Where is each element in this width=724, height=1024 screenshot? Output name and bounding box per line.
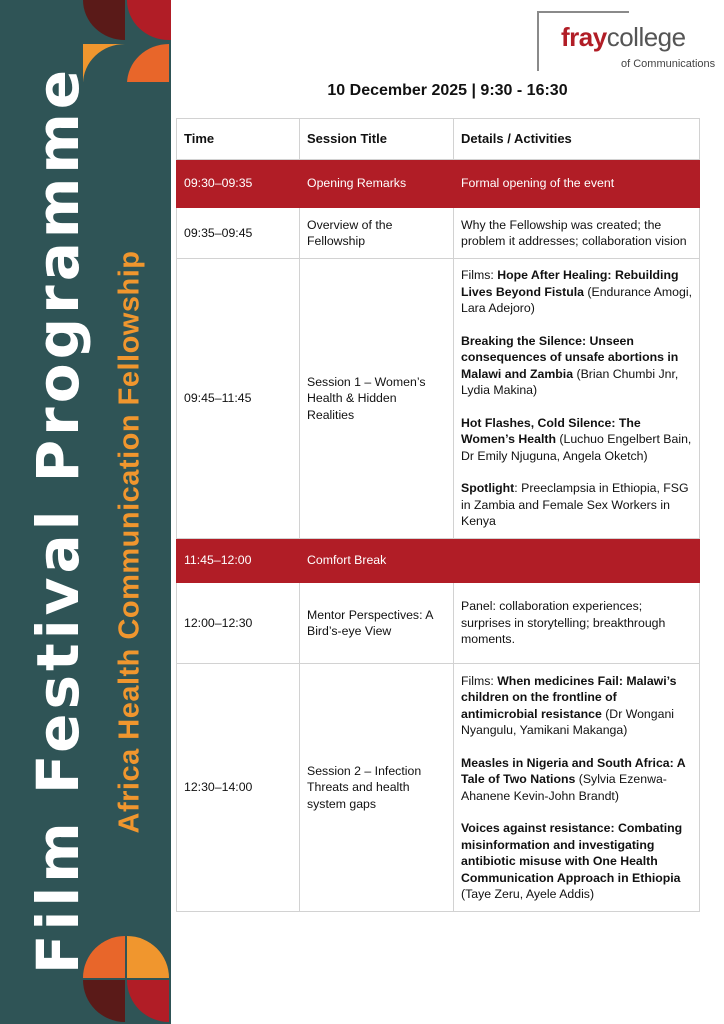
table-row <box>177 539 700 583</box>
film-entry: Breaking the Silence: Unseen consequences of unsafe abortions in Malawi and Zambia (Brian Chumbi Jnr, Lydia Makina) <box>461 333 679 398</box>
header-details: Details / Activities <box>454 119 700 160</box>
table-row <box>177 583 700 664</box>
row-title: Opening Remarks <box>300 160 454 208</box>
decorative-shapes-bottom <box>81 934 171 1024</box>
row-title: Session 2 – Infection Threats and health system gaps <box>300 664 454 912</box>
row-details <box>454 664 700 912</box>
film-entry: Voices against resistance: Combating misinformation and investigating antibiotic misuse with One Health Communication Approach in Ethiopia (Taye Zeru, Ayele Addis) <box>461 821 683 901</box>
logo-wordmark: fraycollege <box>561 22 686 52</box>
row-details: Why the Fellowship was created; the problem it addresses; collaboration vision <box>454 208 700 259</box>
sidebar-banner <box>0 0 171 1024</box>
film-entry: Hot Flashes, Cold Silence: The Women’s Health (Luchuo Engelbert Bain, Dr Emily Njuguna, Angela Oketch) <box>461 415 692 463</box>
row-details: Formal opening of the event <box>454 160 700 208</box>
fray-college-logo <box>537 11 716 71</box>
table-header-row <box>177 119 700 160</box>
row-time: 09:45–11:45 <box>177 259 300 539</box>
row-title: Comfort Break <box>300 539 454 583</box>
film-entry: Spotlight: Preeclampsia in Ethiopia, FSG in Zambia and Female Sex Workers in Kenya <box>461 481 689 529</box>
row-title: Mentor Perspectives: A Bird’s-eye View <box>300 583 454 664</box>
header-session-title: Session Title <box>300 119 454 160</box>
row-details <box>454 259 700 539</box>
film-entry: Measles in Nigeria and South Africa: A Tale of Two Nations (Sylvia Ezenwa-Ahanene Kevin-John Brandt) <box>461 755 686 803</box>
table-row <box>177 259 700 539</box>
fellowship-subtitle: Africa Health Communication Fellowship <box>113 250 145 834</box>
table-row <box>177 664 700 912</box>
film-entry: Films: When medicines Fail: Malawi’s children on the frontline of antimicrobial resistance (Dr Wongani Nyangulu, Yamikani Makanga) <box>461 673 677 737</box>
event-date: 10 December 2025 | 9:30 - 16:30 <box>327 82 568 99</box>
logo-tagline: of Communications <box>621 58 716 70</box>
row-time: 09:35–09:45 <box>177 208 300 259</box>
table-row <box>177 160 700 208</box>
header-time: Time <box>177 119 300 160</box>
row-time: 12:30–14:00 <box>177 664 300 912</box>
programme-title: Film Festival Programme <box>23 65 92 975</box>
row-time: 12:00–12:30 <box>177 583 300 664</box>
row-title: Overview of the Fellowship <box>300 208 454 259</box>
row-time: 09:30–09:35 <box>177 160 300 208</box>
programme-table <box>176 118 700 912</box>
row-details: Panel: collaboration experiences; surprises in storytelling; breakthrough moments. <box>454 583 700 664</box>
film-entry: Films: Hope After Healing: Rebuilding Lives Beyond Fistula (Endurance Amogi, Lara Adejoro) <box>461 268 692 316</box>
decorative-shapes-top <box>81 0 171 82</box>
row-details <box>454 539 700 583</box>
table-row <box>177 208 700 259</box>
row-time: 11:45–12:00 <box>177 539 300 583</box>
row-title: Session 1 – Women’s Health & Hidden Realities <box>300 259 454 539</box>
